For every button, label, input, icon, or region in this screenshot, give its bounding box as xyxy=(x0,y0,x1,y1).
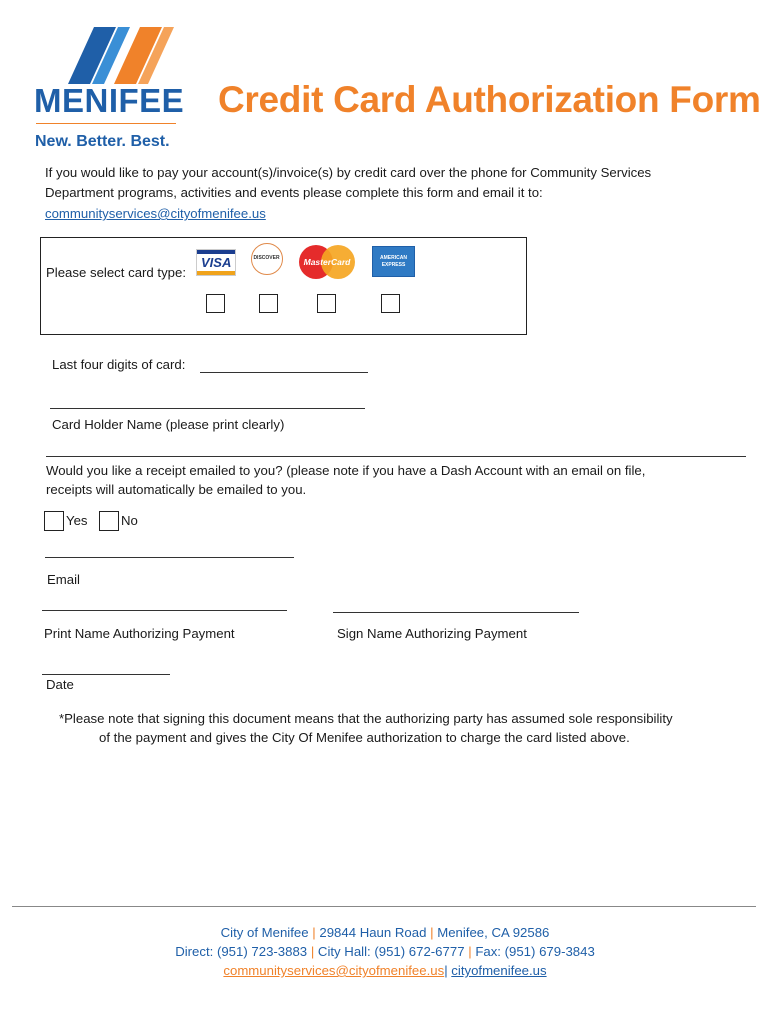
section-divider xyxy=(46,456,746,457)
intro-text-line1: If you would like to pay your account(s)/invoice(s) by credit card over the phone for Community Services xyxy=(45,165,652,180)
amex-logo xyxy=(372,246,415,277)
card-type-box xyxy=(40,237,527,335)
card-type-label: Please select card type: xyxy=(46,265,187,280)
receipt-question-line1: Would you like a receipt emailed to you? (please note if you have a Dash Account with an email on file, xyxy=(46,463,646,478)
footer-address: 29844 Haun Road xyxy=(319,925,427,940)
visa-logo-text: VISA xyxy=(201,255,232,270)
intro-text-line2: Department programs, activities and events please complete this form and email it to: xyxy=(45,185,543,200)
mastercard-logo-text: MasterCard xyxy=(303,257,351,267)
sign-name-input[interactable] xyxy=(333,612,579,613)
receipt-question-line2: receipts will automatically be emailed to you. xyxy=(46,482,307,497)
mastercard-checkbox[interactable] xyxy=(317,294,336,313)
footer-website-link[interactable]: cityofmenifee.us xyxy=(451,963,547,978)
footer-separator: | xyxy=(430,925,434,940)
footer-email-link[interactable]: communityservices@cityofmenifee.us xyxy=(223,963,445,978)
visa-checkbox[interactable] xyxy=(206,294,225,313)
intro-email-link[interactable]: communityservices@cityofmenifee.us xyxy=(45,206,266,221)
logo-wordmark: MENIFEE xyxy=(34,82,185,119)
amex-checkbox[interactable] xyxy=(381,294,400,313)
page-title: Credit Card Authorization Form xyxy=(218,79,761,120)
email-label: Email xyxy=(47,572,80,587)
menifee-logo xyxy=(34,22,184,152)
sign-name-label: Sign Name Authorizing Payment xyxy=(337,626,527,641)
footer-city: City of Menifee xyxy=(220,925,309,940)
yes-checkbox[interactable] xyxy=(44,511,64,531)
card-holder-label: Card Holder Name (please print clearly) xyxy=(52,417,285,432)
footer-location: Menifee, CA 92586 xyxy=(437,925,550,940)
last-four-label: Last four digits of card: xyxy=(52,357,186,372)
footer-line3 xyxy=(0,961,770,980)
visa-logo xyxy=(196,249,236,276)
footer-line1 xyxy=(0,923,770,942)
discover-logo-text: DISCOVER xyxy=(253,255,280,261)
print-name-input[interactable] xyxy=(42,610,287,611)
email-input[interactable] xyxy=(45,557,294,558)
no-checkbox[interactable] xyxy=(99,511,119,531)
footer-separator: | xyxy=(468,944,472,959)
notice-line2: of the payment and gives the City Of Menifee authorization to charge the card listed above. xyxy=(99,730,630,745)
footer-line2 xyxy=(0,942,770,961)
notice-line1: *Please note that signing this document means that the authorizing party has assumed sole responsibility xyxy=(59,711,673,726)
card-holder-input[interactable] xyxy=(50,408,365,409)
footer-separator: | xyxy=(444,963,448,978)
amex-logo-text: AMERICAN EXPRESS xyxy=(380,255,407,268)
footer-separator: | xyxy=(312,925,316,940)
footer-fax: Fax: (951) 679-3843 xyxy=(475,944,595,959)
footer-direct: Direct: (951) 723-3883 xyxy=(175,944,308,959)
date-label: Date xyxy=(46,677,74,692)
print-name-label: Print Name Authorizing Payment xyxy=(44,626,235,641)
logo-divider xyxy=(36,123,176,124)
last-four-input[interactable] xyxy=(200,372,368,373)
discover-logo xyxy=(251,243,283,275)
footer-divider xyxy=(12,906,756,907)
no-label: No xyxy=(121,513,138,528)
footer-separator: | xyxy=(310,944,315,959)
discover-checkbox[interactable] xyxy=(259,294,278,313)
footer-city-hall: City Hall: (951) 672-6777 xyxy=(317,944,465,959)
mastercard-logo xyxy=(299,245,355,279)
logo-tagline: New. Better. Best. xyxy=(35,133,170,150)
yes-label: Yes xyxy=(66,513,88,528)
